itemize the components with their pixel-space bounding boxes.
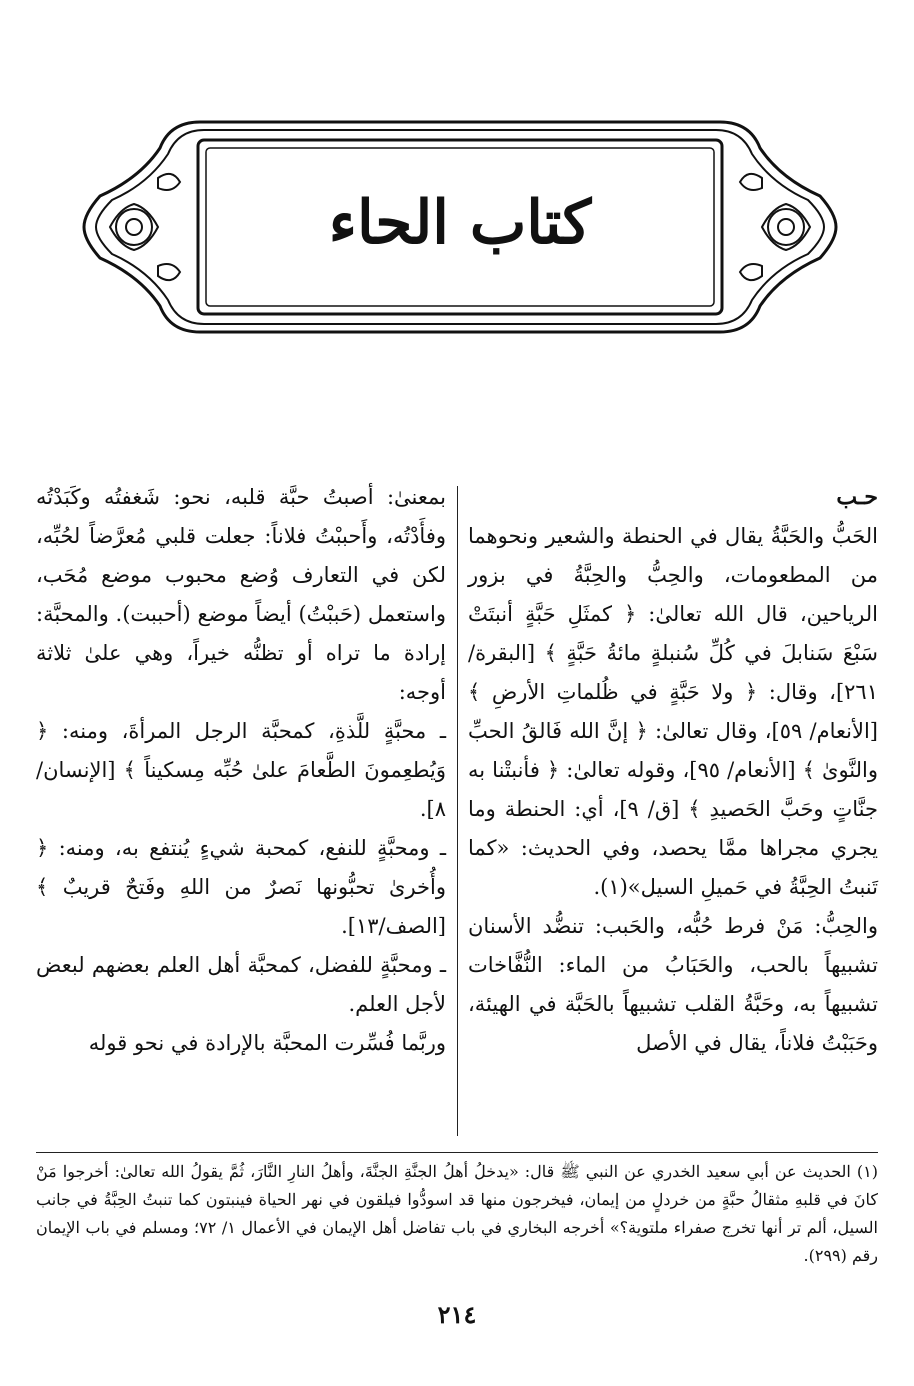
main-text-columns xyxy=(36,478,878,1148)
footnote xyxy=(36,1158,878,1270)
column-divider xyxy=(457,486,458,1136)
right-column xyxy=(468,478,878,1148)
footnote-separator xyxy=(36,1152,878,1153)
footnote-text: (١) الحديث عن أبي سعيد الخدري عن النبي ﷺ قال: «يدخلُ أهلُ الجنَّةِ الجنَّةَ، وأهلُ النارِ النَّارَ، ثُمَّ يقولُ الله تعالىٰ: أخرجوا مَنْ كانَ في قلبهِ مثقالُ حبَّةٍ من خردلٍ من إيمان، فيخرجون منها قد اسودُّوا فيلقون في نهر الحياة فينبتون كما تنبتُ الحِبَّةُ في جانب السيل، ألم تر أنها تخرج صفراء ملتوية؟» أخرجه البخاري في باب تفاضل أهل الإيمان في الأعمال ١/ ٧٢؛ ومسلم في باب الإيمان رقم (٢٩٩). xyxy=(36,1162,879,1265)
left-paragraph-1: بمعنىٰ: أصبتُ حبَّة قلبه، نحو: شَغفتُه وكَبَدْتُه وفأَدْتُه، وأَحببْتُ فلاناً: جعلت قلبي مُعرَّضاً لحُبِّه، لكن في التعارف وُضع محبوب موضع مُحَب، واستعمل (حَببْتُ) أيضاً موضع (أحببت). والمحبَّة: إرادة ما تراه أو تظنُّه خيراً، وهي علىٰ ثلاثة أوجه: xyxy=(36,485,446,704)
right-paragraph-1: الحَبُّ والحَبَّةُ يقال في الحنطة والشعير ونحوهما من المطعومات، والحِبُّ والحِبَّةُ في بزور الرياحين، قال الله تعالىٰ: ﴿ كمثَلِ حَبَّةٍ أنبتَتْ سَبْعَ سَنابلَ في كُلِّ سُنبلةٍ مائةُ حَبَّةٍ ﴾ [البقرة/ ٢٦١]، وقال: ﴿ ولا حَبَّةٍ في ظُلماتِ الأرضِ ﴾ [الأنعام/ ٥٩]، وقال تعالىٰ: ﴿ إنَّ الله فَالقُ الحبِّ والنَّوىٰ ﴾ [الأنعام/ ٩٥]، وقوله تعالىٰ: ﴿ فأنبتْنا به جنَّاتٍ وحَبَّ الحَصيدِ ﴾ [ق/ ٩]، أي: الحنطة وما يجري مجراها ممَّا يحصد، وفي الحديث: «كما تَنبتُ الحِبَّةُ في حَميلِ السيل»(١). xyxy=(468,524,878,899)
book-title: كتاب الحاء xyxy=(328,188,592,258)
left-paragraph-4: ـ ومحبَّةٍ للفضل، كمحبَّة أهل العلم بعضهم لبعض لأجل العلم. xyxy=(36,953,446,1016)
left-paragraph-3: ـ ومحبَّةٍ للنفع، كمحبة شيءٍ يُنتفع به، ومنه: ﴿ وأُخرىٰ تحبُّونها نَصرٌ من اللهِ وفَتحٌ قريبٌ ﴾ [الصف/١٣]. xyxy=(36,836,446,938)
left-paragraph-2: ـ محبَّةٍ للَّذةِ، كمحبَّة الرجل المرأةَ، ومنه: ﴿ وَيُطعِمونَ الطَّعامَ علىٰ حُبِّه مِسكيناً ﴾ [الإنسان/ ٨]. xyxy=(36,719,446,821)
right-paragraph-2: والحِبُّ: مَنْ فرط حُبُّه، والحَبب: تنضُّد الأسنان تشبيهاً بالحب، والحَبَابُ من الماء: النُّفَّاخات تشبيهاً به، وحَبَّةُ القلب تشبيهاً بالحَبَّة في الهيئة، وحَبَبْتُ فلاناً، يقال في الأصل xyxy=(468,914,878,1055)
root-entry-heading: حـب xyxy=(836,484,878,510)
left-paragraph-5: وربَّما فُسِّرت المحبَّة بالإرادة في نحو قوله xyxy=(88,1031,446,1055)
left-column xyxy=(36,478,446,1148)
page-number: ٢١٤ xyxy=(437,1300,477,1329)
